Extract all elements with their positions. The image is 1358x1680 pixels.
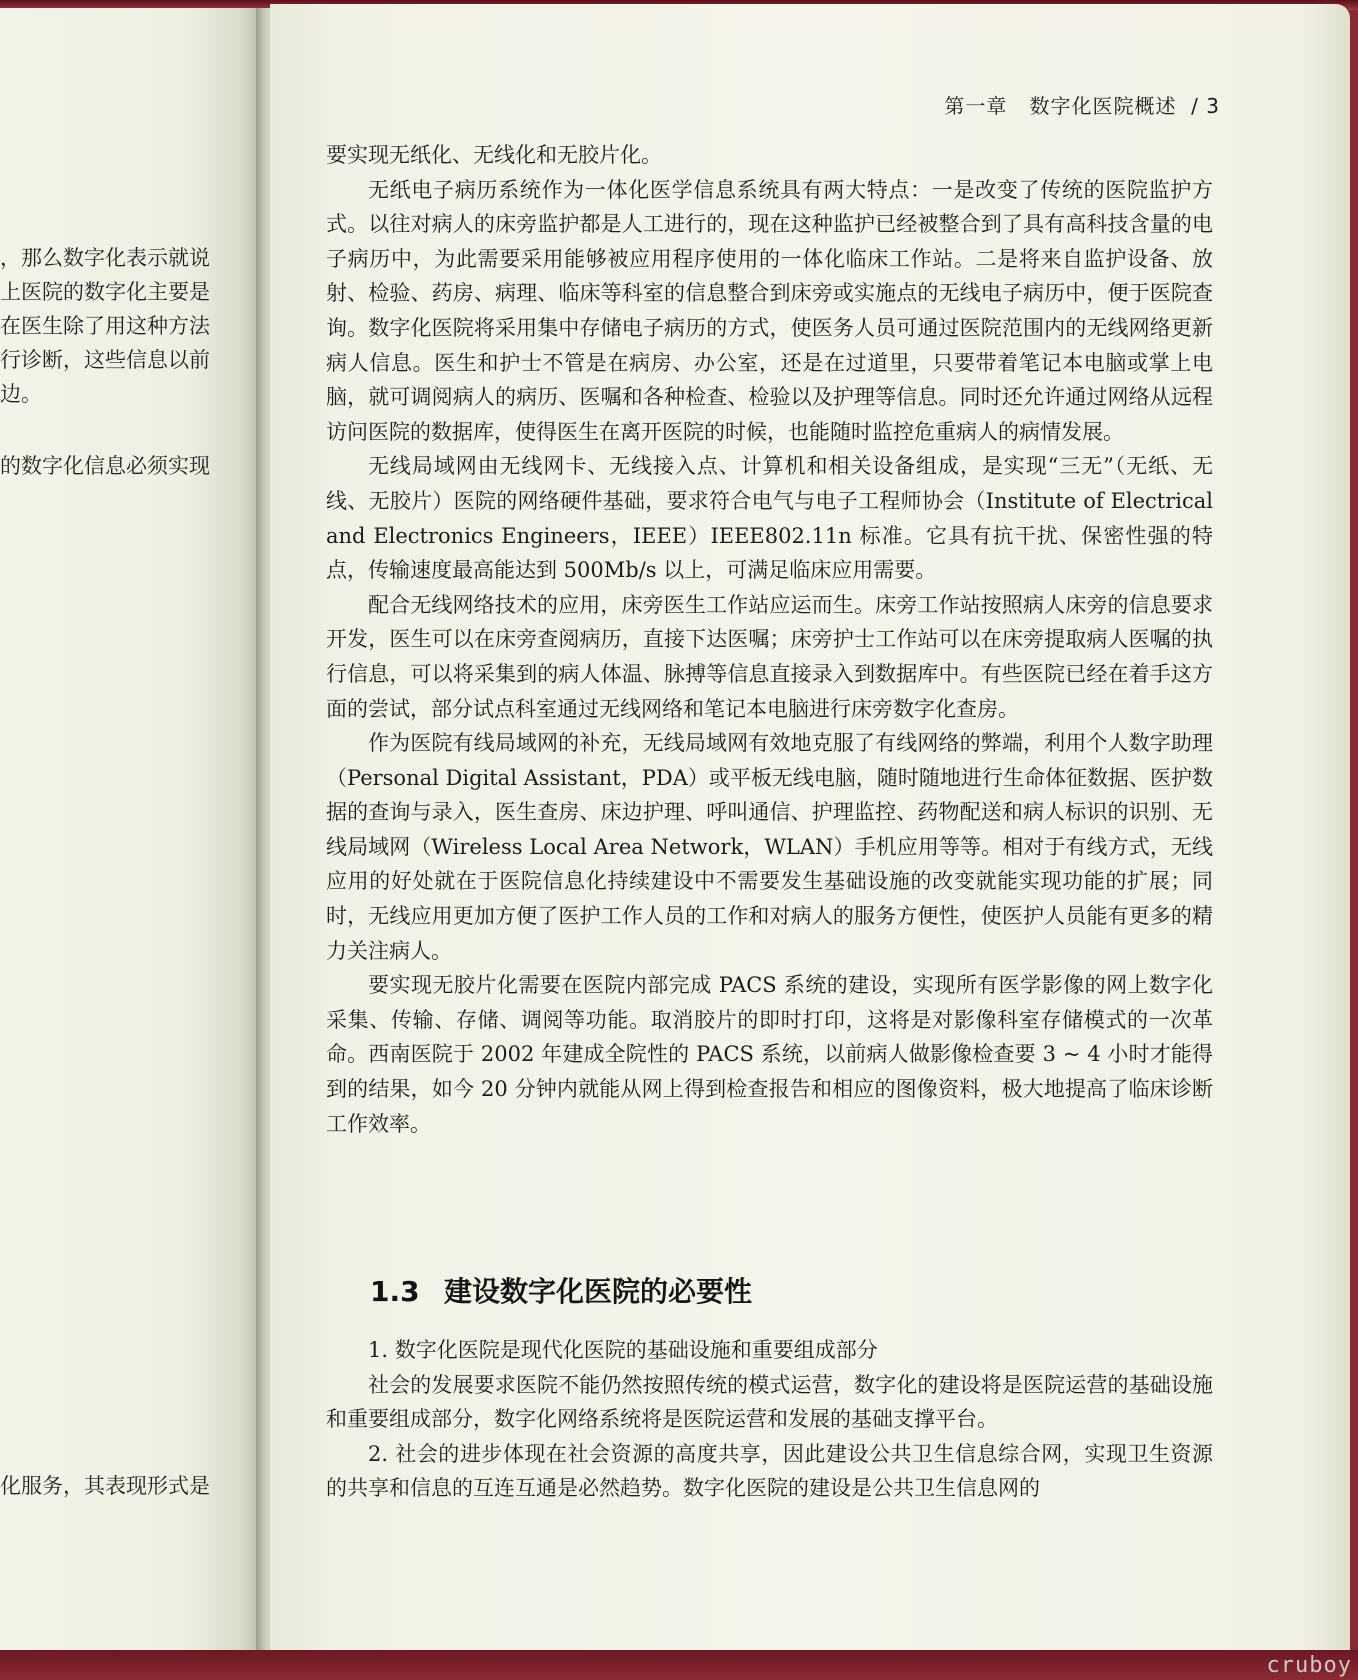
running-head [944, 90, 1220, 119]
paragraph: 2. 社会的进步体现在社会资源的高度共享，因此建设公共卫生信息综合网，实现卫生资源的共享和信息的互连互通是必然趋势。数字化医院的建设是公共卫生信息网的 [326, 1441, 1213, 1501]
page-number: / 3 [1191, 94, 1220, 118]
paragraph: 社会的发展要求医院不能仍然按照传统的模式运营，数字化的建设将是医院运营的基础设施和重要组成部分，数字化网络系统将是医院运营和发展的基础支撑平台。 [326, 1372, 1213, 1432]
running-head-chapter: 第一章 [944, 94, 1008, 118]
paragraph: 无线局域网由无线网卡、无线接入点、计算机和相关设备组成，是实现“三无”（无纸、无线、无胶片）医院的网络硬件基础，要求符合电气与电子工程师协会（Institute of Electrical and Electronics Engineers，IEEE）IEEE802.11n 标准。它具有抗干扰、保密性强的特点，传输速度最高能达到 500Mb/s 以上，可满足临床应用需要。 [326, 454, 1213, 583]
paragraph: 作为医院有线局域网的补充，无线局域网有效地克服了有线网络的弊端，利用个人数字助理（Personal Digital Assistant，PDA）或平板无线电脑，随时随地进行生命体征数据、医护数据的查询与录入，医生查房、床边护理、呼叫通信、护理监控、药物配送和病人标识的识别、无线局域网（Wireless Local Area Network，WLAN）手机应用等等。相对于有线方式，无线应用的好处就在于医院信息化持续建设中不需要发生基础设施的改变就能实现功能的扩展；同时，无线应用更加方便了医护工作人员的工作和对病人的服务方便性，使医护人员能有更多的精力关注病人。 [326, 731, 1213, 963]
watermark: cruboy [1266, 1653, 1352, 1678]
left-page-line: 化服务，其表现形式是 [0, 1474, 210, 1498]
section-title: 建设数字化医院的必要性 [444, 1275, 753, 1308]
body-text [326, 138, 1213, 1141]
left-page-line: ，那么数字化表示就说 [0, 246, 210, 270]
running-head-title: 数字化医院概述 [1029, 94, 1177, 118]
left-page-line: 在医生除了用这种方法 [0, 314, 210, 338]
paragraph: 要实现无胶片化需要在医院内部完成 PACS 系统的建设，实现所有医学影像的网上数字化采集、传输、存储、调阅等功能。取消胶片的即时打印，这将是对影像科室存储模式的一次革命。西南医院于 2002 年建成全院性的 PACS 系统，以前病人做影像检查要 3 ~ 4 小时才能得到的结果，如今 20 分钟内就能从网上得到检查报告和相应的图像资料，极大地提高了临床诊断工作效率。 [326, 973, 1213, 1136]
left-page-line: 上医院的数字化主要是 [0, 280, 210, 304]
bottom-band [0, 1650, 1358, 1680]
left-page [0, 8, 262, 1650]
section-number: 1.3 [370, 1275, 420, 1308]
left-page-line: 行诊断，这些信息以前 [0, 348, 210, 372]
paragraph: 无纸电子病历系统作为一体化医学信息系统具有两大特点：一是改变了传统的医院监护方式。以往对病人的床旁监护都是人工进行的，现在这种监护已经被整合到了具有高科技含量的电子病历中，为此需要采用能够被应用程序使用的一体化临床工作站。二是将来自监护设备、放射、检验、药房、病理、临床等科室的信息整合到床旁或实施点的无线电子病历中，便于医院查询。数字化医院将采用集中存储电子病历的方式，使医务人员可通过医院范围内的无线网络更新病人信息。医生和护士不管是在病房、办公室，还是在过道里，只要带着笔记本电脑或掌上电脑，就可调阅病人的病历、医嘱和各种检查、检验以及护理等信息。同时还允许通过网络从远程访问医院的数据库，使得医生在离开医院的时候，也能随时监控危重病人的病情发展。 [326, 177, 1213, 444]
left-page-line: 的数字化信息必须实现 [0, 454, 210, 478]
body-text-section [326, 1333, 1213, 1506]
paragraph: 要实现无纸化、无线化和无胶片化。 [326, 143, 662, 167]
right-page [270, 4, 1350, 1650]
section-heading [370, 1270, 752, 1310]
paragraph: 配合无线网络技术的应用，床旁医生工作站应运而生。床旁工作站按照病人床旁的信息要求开发，医生可以在床旁查阅病历，直接下达医嘱；床旁护士工作站可以在床旁提取病人医嘱的执行信息，可以将采集到的病人体温、脉搏等信息直接录入到数据库中。有些医院已经在着手这方面的尝试，部分试点科室通过无线网络和笔记本电脑进行床旁数字化查房。 [326, 592, 1213, 721]
left-page-line: 边。 [0, 382, 42, 406]
paragraph: 1. 数字化医院是现代化医院的基础设施和重要组成部分 [368, 1338, 878, 1362]
